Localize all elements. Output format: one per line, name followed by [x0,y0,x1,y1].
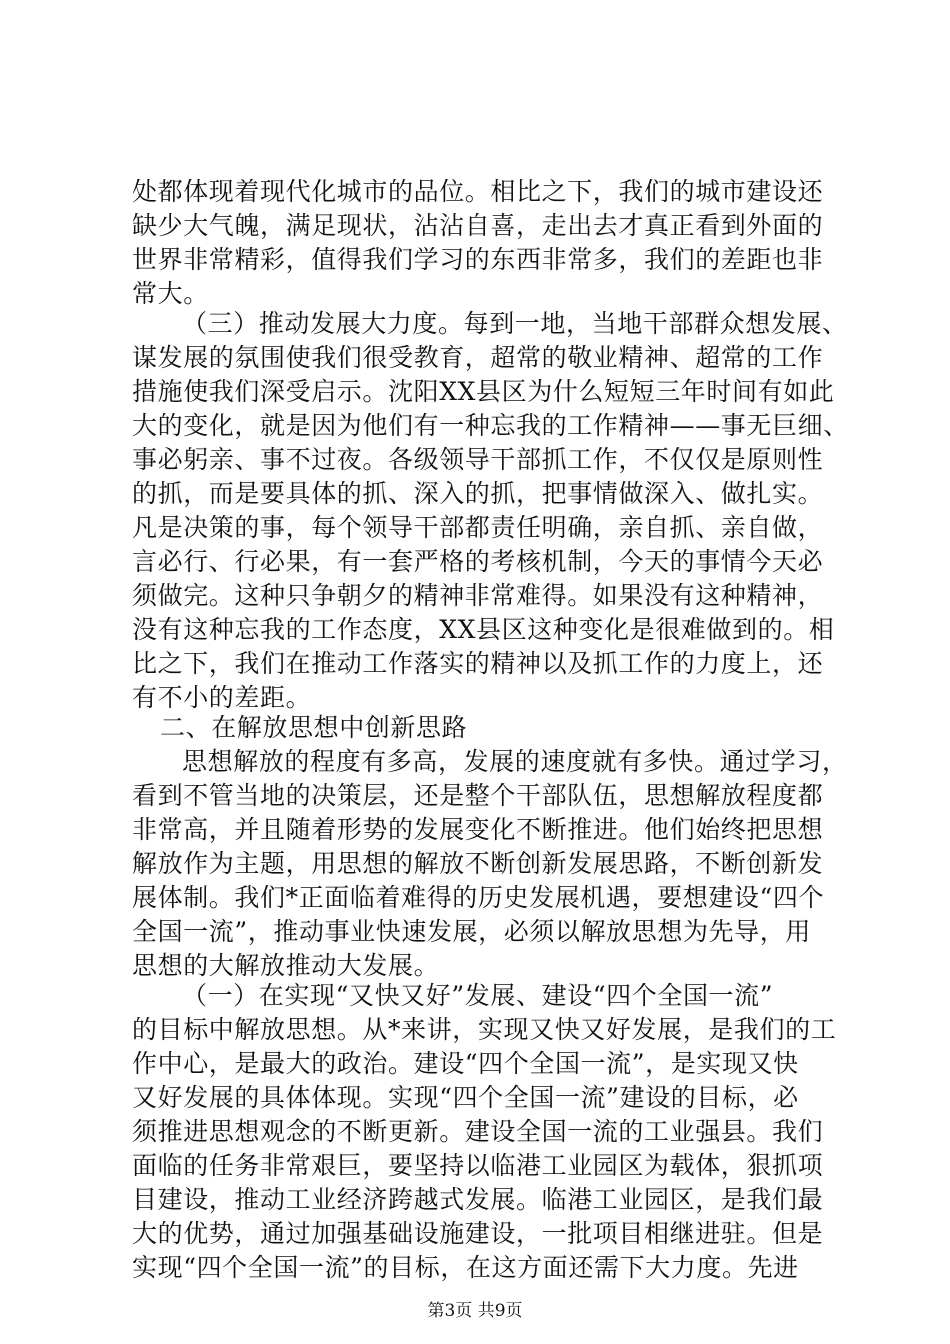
text-line: 凡是决策的事，每个领导干部都责任明确，亲自抓、亲自做， [132,513,824,542]
text-line: 大的变化，就是因为他们有一种忘我的工作精神——事无巨细、 [132,411,849,440]
text-line: 大的优势，通过加强基础设施建设，一批项目相继进驻。但是 [132,1219,824,1248]
text-line: 看到不管当地的决策层，还是整个干部队伍，思想解放程度都 [132,781,824,810]
text-line: 作中心，是最大的政治。建设“四个全国一流”，是实现又快 [132,1049,799,1078]
text-line: 处都体现着现代化城市的品位。相比之下，我们的城市建设还 [132,177,824,206]
section-heading: 二、在解放思想中创新思路 [160,713,468,742]
text-line: 全国一流”，推动事业快速发展，必须以解放思想为先导，用 [132,917,811,946]
text-line: 须推进思想观念的不断更新。建设全国一流的工业强县。我们 [132,1117,824,1146]
text-line: 又好发展的具体体现。实现“四个全国一流”建设的目标，必 [132,1083,799,1112]
text-line: 解放作为主题，用思想的解放不断创新发展思路，不断创新发 [132,849,824,878]
text-line: 事必躬亲、事不过夜。各级领导干部抓工作，不仅仅是原则性 [132,445,824,474]
text-line: 思想解放的程度有多高，发展的速度就有多快。通过学习， [182,747,848,776]
text-line: 的抓，而是要具体的抓、深入的抓，把事情做深入、做扎实。 [132,479,824,508]
text-line: 目建设，推动工业经济跨越式发展。临港工业园区，是我们最 [132,1185,824,1214]
section-heading-line: （三）推动发展大力度。每到一地，当地干部群众想发展、 [182,309,848,338]
text-line: 谋发展的氛围使我们很受教育，超常的敬业精神、超常的工作 [132,343,824,372]
text-line: 展体制。我们*正面临着难得的历史发展机遇，要想建设“四个 [132,883,825,912]
text-line: 有不小的差距。 [132,683,312,712]
text-line: 缺少大气魄，满足现状，沾沾自喜，走出去才真正看到外面的 [132,211,824,240]
page-number-footer: 第3页 共9页 [427,1301,523,1321]
text-line: 非常高，并且随着形势的发展变化不断推进。他们始终把思想 [132,815,824,844]
text-line: 比之下，我们在推动工作落实的精神以及抓工作的力度上，还 [132,649,824,678]
text-line: 措施使我们深受启示。沈阳XX县区为什么短短三年时间有如此 [132,377,835,406]
text-line: 须做完。这种只争朝夕的精神非常难得。如果没有这种精神， [132,581,824,610]
text-line: 没有这种忘我的工作态度，XX县区这种变化是很难做到的。相 [132,615,835,644]
section-heading-line: （一）在实现“又快又好”发展、建设“四个全国一流” [182,981,774,1010]
text-line: 面临的任务非常艰巨，要坚持以临港工业园区为载体，狠抓项 [132,1151,824,1180]
text-line: 思想的大解放推动大发展。 [132,951,440,980]
text-line: 言必行、行必果，有一套严格的考核机制，今天的事情今天必 [132,547,824,576]
text-line: 实现“四个全国一流”的目标，在这方面还需下大力度。先进 [132,1253,799,1282]
text-line: 常大。 [132,279,209,308]
text-line: 的目标中解放思想。从*来讲，实现又快又好发展，是我们的工 [132,1015,837,1044]
text-line: 世界非常精彩，值得我们学习的东西非常多，我们的差距也非 [132,245,824,274]
